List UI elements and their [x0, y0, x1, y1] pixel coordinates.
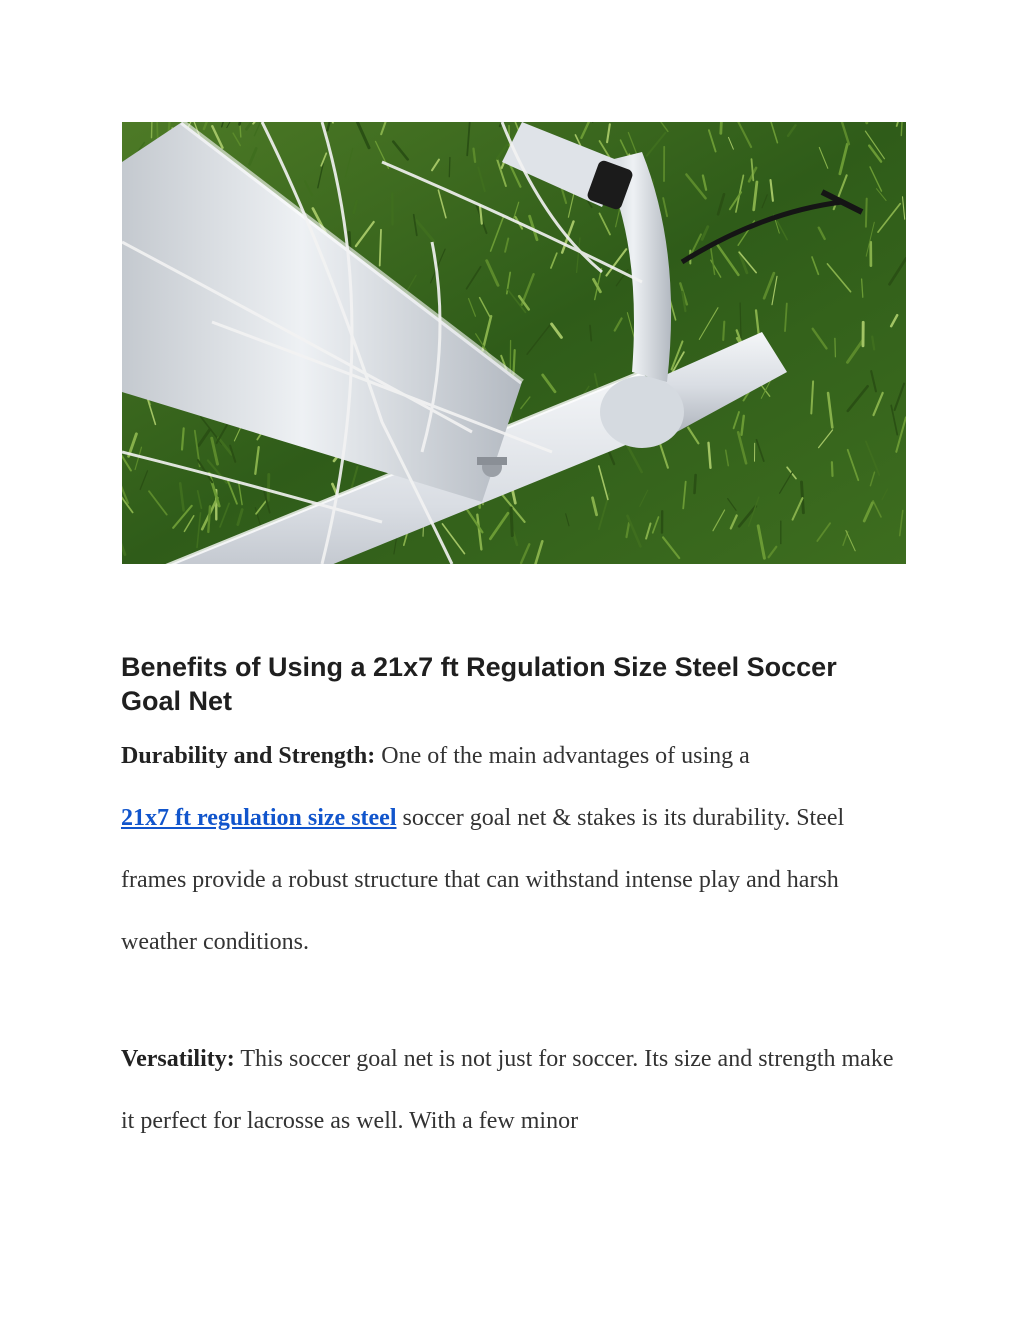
durability-text-1: One of the main advantages of using a: [375, 743, 750, 769]
versatility-paragraph: [121, 1028, 911, 1152]
durability-paragraph: [121, 725, 911, 973]
steel-goal-link[interactable]: 21x7 ft regulation size steel: [121, 805, 397, 831]
durability-label: Durability and Strength:: [121, 743, 376, 769]
versatility-text: This soccer goal net is not just for soccer. Its size and strength make it perfect for lacrosse as well. With a few minor: [121, 1046, 894, 1134]
durability-text-2: soccer goal net & stakes is its durability. Steel frames provide a robust structure that can withstand intense play and harsh weather conditions.: [121, 805, 845, 955]
goal-frame-photo: [122, 122, 906, 564]
versatility-label: Versatility:: [121, 1046, 235, 1072]
article-heading: Benefits of Using a 21x7 ft Regulation Size Steel Soccer Goal Net: [121, 652, 837, 716]
